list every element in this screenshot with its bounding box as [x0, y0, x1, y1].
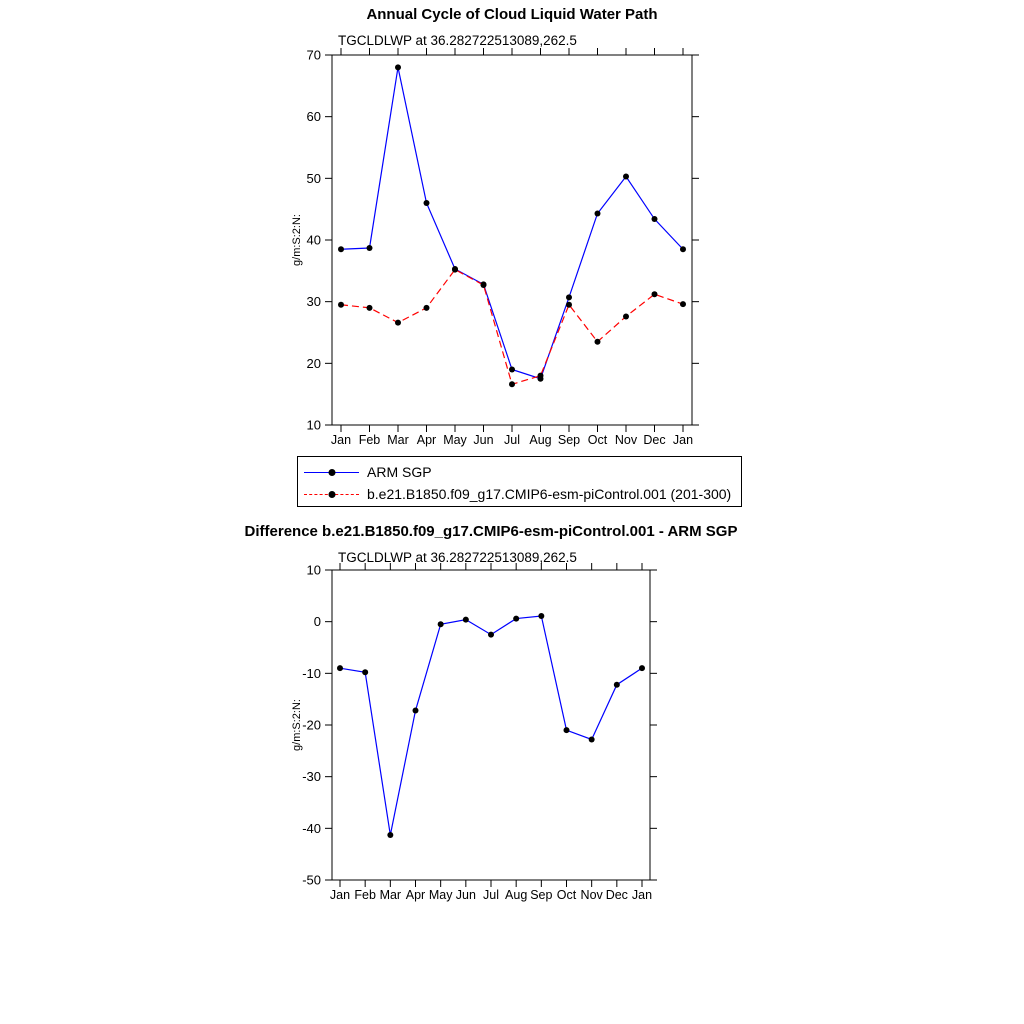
x-tick-label: Apr — [416, 433, 437, 447]
data-point-marker — [595, 339, 601, 345]
y-tick-label: -30 — [302, 769, 321, 785]
data-point-marker — [424, 305, 430, 311]
x-tick-label: Feb — [354, 888, 376, 902]
y-tick-label: 70 — [306, 47, 321, 63]
x-tick-label: Nov — [580, 888, 603, 902]
difference-title: Difference b.e21.B1850.f09_g17.CMIP6-esm-piControl.001 - ARM SGP — [244, 523, 738, 540]
y-tick-label: 30 — [306, 294, 321, 310]
x-tick-label: Sep — [557, 433, 581, 447]
y-tick-label: 0 — [313, 614, 321, 630]
x-tick-label: Aug — [505, 888, 528, 902]
data-point-marker — [509, 381, 515, 387]
x-tick-label: Jan — [330, 433, 352, 447]
data-point-marker — [395, 64, 401, 70]
x-tick-label: Aug — [529, 433, 552, 447]
data-point-marker — [652, 291, 658, 297]
x-tick-label: Jul — [483, 888, 499, 902]
y-tick-label: 40 — [306, 232, 321, 248]
data-point-marker — [564, 727, 570, 733]
x-tick-label: Mar — [387, 433, 409, 447]
legend-marker-dot — [328, 491, 335, 498]
legend-item-model — [304, 484, 733, 504]
data-point-marker — [387, 832, 393, 838]
data-point-marker — [452, 267, 458, 273]
x-tick-label: Jan — [631, 888, 653, 902]
data-point-marker — [538, 376, 544, 382]
y-tick-label: 20 — [306, 355, 321, 371]
data-point-marker — [463, 617, 469, 623]
legend-item-arm-sgp — [304, 462, 733, 482]
data-point-marker — [614, 682, 620, 688]
annual-cycle-subtitle: TGCLDLWP at 36.282722513089,262.5 — [338, 33, 577, 48]
difference-y-axis-label: g/m:S:2:N: — [291, 699, 303, 751]
data-point-marker — [589, 736, 595, 742]
data-point-marker — [362, 669, 368, 675]
plot-border — [332, 570, 650, 880]
y-tick-label: 10 — [306, 562, 321, 578]
data-point-marker — [566, 302, 572, 308]
y-tick-label: -50 — [302, 872, 321, 888]
y-tick-label: 60 — [306, 109, 321, 125]
data-point-marker — [481, 281, 487, 287]
x-tick-label: Jul — [504, 433, 520, 447]
data-point-marker — [367, 245, 373, 251]
x-tick-label: Dec — [605, 888, 628, 902]
data-point-marker — [623, 313, 629, 319]
x-tick-label: Jun — [455, 888, 476, 902]
legend-line-sample-model — [304, 494, 359, 495]
data-point-marker — [639, 665, 645, 671]
legend-box — [297, 456, 742, 507]
data-point-marker — [367, 305, 373, 311]
x-tick-label: Sep — [530, 888, 553, 902]
x-tick-label: Jun — [473, 433, 494, 447]
data-point-marker — [413, 708, 419, 714]
plot-border — [332, 55, 692, 425]
x-tick-label: Jan — [329, 888, 351, 902]
legend-label-arm-sgp: ARM SGP — [367, 464, 432, 480]
data-point-marker — [566, 294, 572, 300]
data-point-marker — [538, 613, 544, 619]
data-point-marker — [481, 282, 487, 288]
series-line-0 — [340, 616, 642, 835]
x-tick-label: Oct — [556, 888, 577, 902]
data-point-marker — [452, 266, 458, 272]
data-point-marker — [652, 216, 658, 222]
y-tick-label: 50 — [306, 170, 321, 186]
y-tick-label: -10 — [302, 665, 321, 681]
legend-line-sample-arm-sgp — [304, 472, 359, 473]
x-tick-label: Jan — [672, 433, 694, 447]
data-point-marker — [680, 246, 686, 252]
y-tick-label: -20 — [302, 717, 321, 733]
difference-subtitle: TGCLDLWP at 36.282722513089,262.5 — [338, 550, 577, 565]
annual-cycle-y-axis-label: g/m:S:2:N: — [291, 214, 303, 266]
x-tick-label: Dec — [643, 433, 666, 447]
data-point-marker — [338, 246, 344, 252]
data-point-marker — [438, 621, 444, 627]
y-tick-label: -40 — [302, 820, 321, 836]
x-tick-label: May — [428, 888, 453, 902]
data-point-marker — [595, 210, 601, 216]
data-point-marker — [623, 173, 629, 179]
data-point-marker — [395, 320, 401, 326]
x-tick-label: Mar — [379, 888, 402, 902]
x-tick-label: Oct — [587, 433, 608, 447]
y-tick-label: 10 — [306, 417, 321, 433]
legend-marker-dot — [328, 469, 335, 476]
data-point-marker — [337, 665, 343, 671]
legend-label-model: b.e21.B1850.f09_g17.CMIP6-esm-piControl.001 (201-300) — [367, 486, 732, 502]
x-tick-label: Apr — [405, 888, 426, 902]
x-tick-label: Feb — [358, 433, 381, 447]
data-point-marker — [513, 616, 519, 622]
data-point-marker — [538, 373, 544, 379]
annual-cycle-title: Annual Cycle of Cloud Liquid Water Path — [366, 6, 658, 23]
data-point-marker — [338, 302, 344, 308]
series-line-1 — [341, 270, 683, 385]
data-point-marker — [509, 367, 515, 373]
data-point-marker — [680, 301, 686, 307]
data-point-marker — [424, 200, 430, 206]
x-tick-label: Nov — [614, 433, 638, 447]
x-tick-label: May — [443, 433, 467, 447]
data-point-marker — [488, 632, 494, 638]
series-line-0 — [341, 67, 683, 378]
